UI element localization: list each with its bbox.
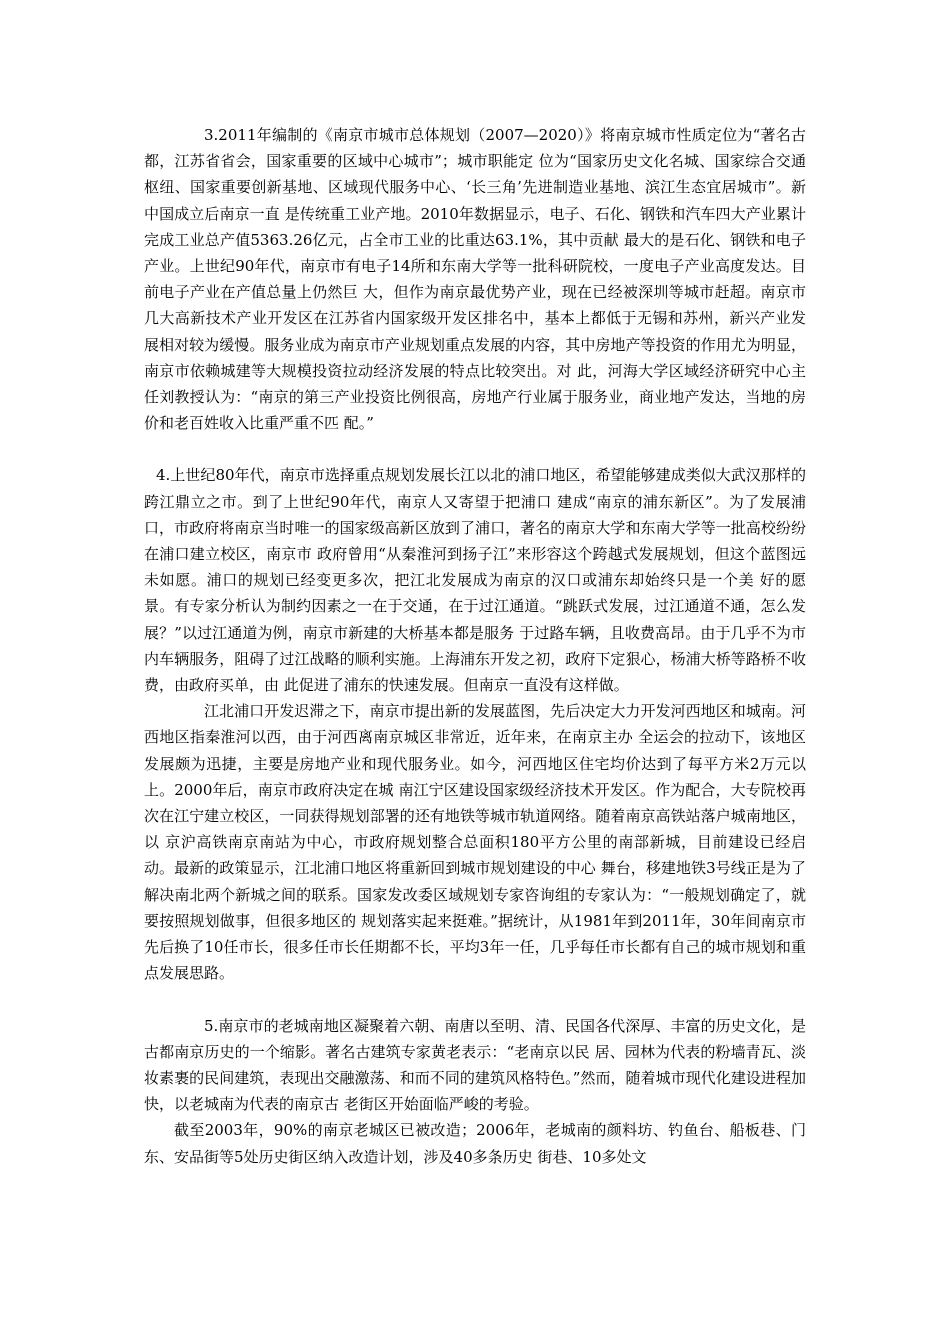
paragraph-renovation: 截至2003年，90%的南京老城区已被改造；2006年，老城南的颜料坊、钓鱼台、船板巷、门东、安品街等5处历史街区纳入改造计划，涉及40多条历史 街巷、10多处文 — [144, 1121, 806, 1166]
paragraph-4-pukou: 4.上世纪80年代，南京市选择重点规划发展长江以北的浦口地区，希望能够建成类似大武汉那样的跨江鼎立之市。到了上世纪90年代，南京人又寄望于把浦口 建成“南京的浦东新区”。为了发展浦口，市政府将南京当时唯一的国家级高新区放到了浦口，著名的南京大学和东南大学等一批高校纷纷在浦口建立校区，南京市 政府曾用“从秦淮河到扬子江”来形容这个跨越式发展规划，但这个蓝图远未如愿。浦口的规划已经变更多次，把江北发展成为南京的汉口或浦东却始终只是一个美 好的愿景。有专家分析认为制约因素之一在于交通，在于过江通道。“跳跃式发展，过江通道不通，怎么发展？”以过江通道为例，南京市新建的大桥基本都是服务 于过路车辆，且收费高昂。由于几乎不为市内车辆服务，阻碍了过江战略的顺利实施。上海浦东开发之初，政府下定狠心，杨浦大桥等路桥不收费，由政府买单，由 此促进了浦东的快速发展。但南京一直没有这样做。 — [144, 466, 806, 695]
paragraph-3-city-plan: 3.2011年编制的《南京市城市总体规划（2007—2020）》将南京城市性质定位为“著名古都，江苏省省会，国家重要的区域中心城市”；城市职能定 位为“国家历史文化名城、国家综合交通枢纽、国家重要创新基地、区域现代服务中心、‘长三角’先进制造业基地、滨江生态宜居城市”。新中国成立后南京一直 是传统重工业产地。2010年数据显示，电子、石化、钢铁和汽车四大产业累计完成工业总产值5363.26亿元，占全市工业的比重达63.1%，其中贡献 最大的是石化、钢铁和电子产业。上世纪90年代，南京市有电子14所和东南大学等一批科研院校，一度电子产业高度发达。目前电子产业在产值总量上仍然巨 大，但作为南京最优势产业，现在已经被深圳等城市赶超。南京市几大高新技术产业开发区在江苏省内国家级开发区排名中，基本上都低于无锡和苏州，新兴产业发 展相对较为缓慢。服务业成为南京市产业规划重点发展的内容，其中房地产等投资的作用尤为明显，南京市依赖城建等大规模投资拉动经济发展的特点比较突出。对 此，河海大学区域经济研究中心主任刘教授认为：“南京的第三产业投资比例很高，房地产行业属于服务业，商业地产发达，当地的房价和老百姓收入比重严重不匹 配。” — [144, 126, 806, 433]
paragraph-5-old-chengnan: 5.南京市的老城南地区凝聚着六朝、南唐以至明、清、民国各代深厚、丰富的历史文化，是古都南京历史的一个缩影。著名古建筑专家黄老表示：“老南京以民 居、园林为代表的粉墙青瓦、淡妆素裹的民间建筑，表现出交融激荡、和而不同的建筑风格特色。”然而，随着城市现代化建设进程加快，以老城南为代表的南京古 老街区开始面临严峻的考验。 — [144, 1016, 806, 1114]
paragraph-spacer — [144, 987, 806, 1013]
document-page — [144, 122, 806, 1170]
paragraph-jiangbei-hexi: 江北浦口开发迟滞之下，南京市提出新的发展蓝图，先后决定大力开发河西地区和城南。河西地区指秦淮河以西，由于河西离南京城区非常近，近年来，在南京主办 全运会的拉动下，该地区发展颇为迅捷，主要是房地产业和现代服务业。如今，河西地区住宅均价达到了每平方米2万元以上。2000年后，南京市政府决定在城 南江宁区建设国家级经济技术开发区。作为配合，大专院校再次在江宁建立校区，一同获得规划部署的还有地铁等城市轨道网络。随着南京高铁站落户城南地区，以 京沪高铁南京南站为中心，市政府规划整合总面积180平方公里的南部新城，目前建设已经启动。最新的政策显示，江北浦口地区将重新回到城市规划建设的中心 舞台，移建地铁3号线正是为了解决南北两个新城之间的联系。国家发改委区域规划专家咨询组的专家认为：“一般规划确定了，就要按照规划做事，但很多地区的 规划落实起来挺难。”据统计，从1981年到2011年，30年间南京市先后换了10任市长，很多任市长任期都不长，平均3年一任，几乎每任市长都有自己的城市规划和重点发展思路。 — [144, 702, 806, 983]
paragraph-spacer — [144, 436, 806, 462]
